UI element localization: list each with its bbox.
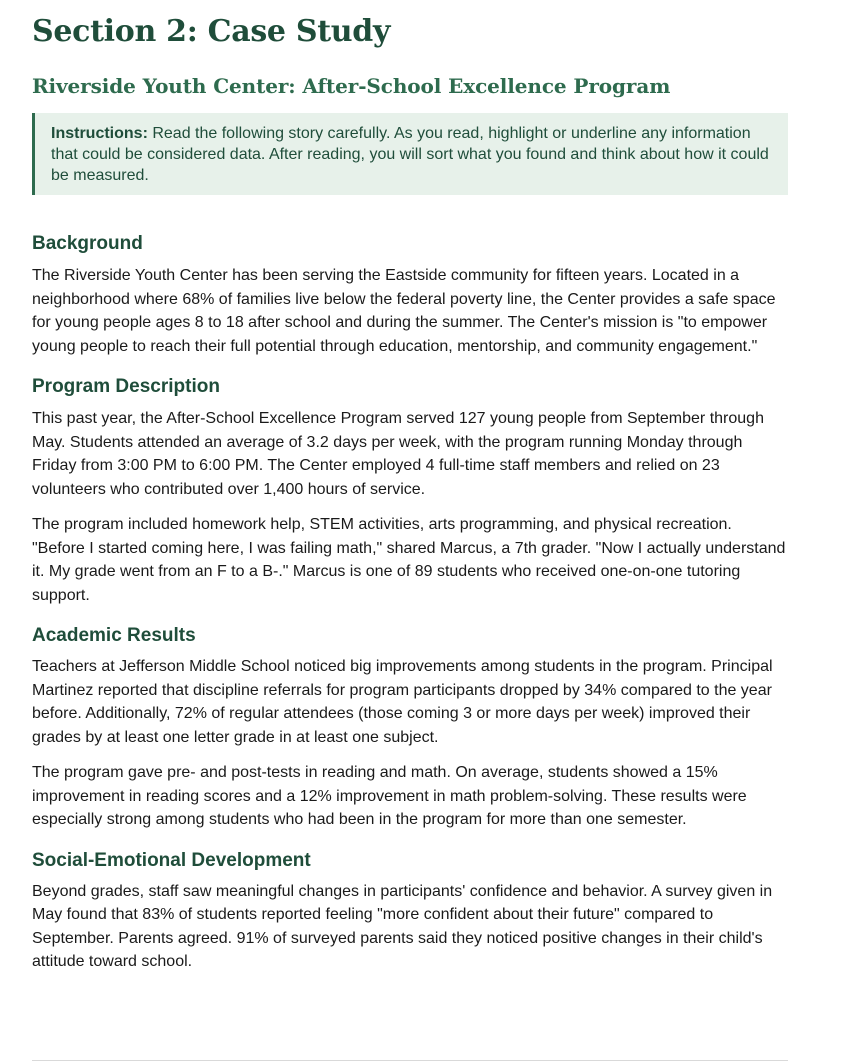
instructions-label: Instructions:: [51, 125, 148, 142]
case-study-page: [32, 0, 788, 974]
case-title: Riverside Youth Center: After-School Excellence Program: [32, 74, 671, 98]
program-paragraph-1: This past year, the After-School Excellence Program served 127 young people from September through May. Students attended an average of 3.2 days per week, with the program running Monday through Friday from 3:00 PM to 6:00 PM. The Center employed 4 full-time staff members and relied on 23 volunteers who contributed over 1,400 hours of service.: [32, 410, 764, 498]
bottom-divider: [32, 1060, 788, 1061]
social-emotional-heading: Social-Emotional Development: [32, 849, 311, 871]
instructions-box: [32, 113, 788, 195]
academic-paragraph-2: The program gave pre- and post-tests in reading and math. On average, students showed a 15% improvement in reading scores and a 12% improvement in math problem-solving. These results were especially strong among students who had been in the program for more than one semester.: [32, 764, 747, 828]
background-heading: Background: [32, 233, 143, 254]
section-title: Section 2: Case Study: [32, 14, 391, 49]
academic-paragraph-1: Teachers at Jefferson Middle School noticed big improvements among students in the program. Principal Martinez reported that discipline referrals for program participants dropped by 34% compared to the year before. Additionally, 72% of regular attendees (those coming 3 or more days per week) improved their grades by at least one letter grade in at least one subject.: [32, 658, 773, 746]
program-paragraph-2: The program included homework help, STEM activities, arts programming, and physical recreation. "Before I started coming here, I was failing math," shared Marcus, a 7th grader. "Now I actually understand it. My grade went from an F to a B-." Marcus is one of 89 students who received one-on-one tutoring support.: [32, 516, 786, 604]
program-description-heading: Program Description: [32, 376, 220, 397]
instructions-text: Read the following story carefully. As you read, highlight or underline any information that could be considered data. After reading, you will sort what you found and think about how it could be measured.: [51, 125, 769, 184]
background-paragraph: The Riverside Youth Center has been serving the Eastside community for fifteen years. Located in a neighborhood where 68% of families live below the federal poverty line, the Center provides a safe space for young people ages 8 to 18 after school and during the summer. The Center's mission is "to empower young people to reach their full potential through education, mentorship, and community engagement.": [32, 267, 776, 355]
academic-results-heading: Academic Results: [32, 625, 196, 646]
social-emotional-paragraph: Beyond grades, staff saw meaningful changes in participants' confidence and behavior. A survey given in May found that 83% of students reported feeling "more confident about their future" compared to September. Parents agreed. 91% of surveyed parents said they noticed positive changes in their child's attitude toward school.: [32, 882, 773, 970]
